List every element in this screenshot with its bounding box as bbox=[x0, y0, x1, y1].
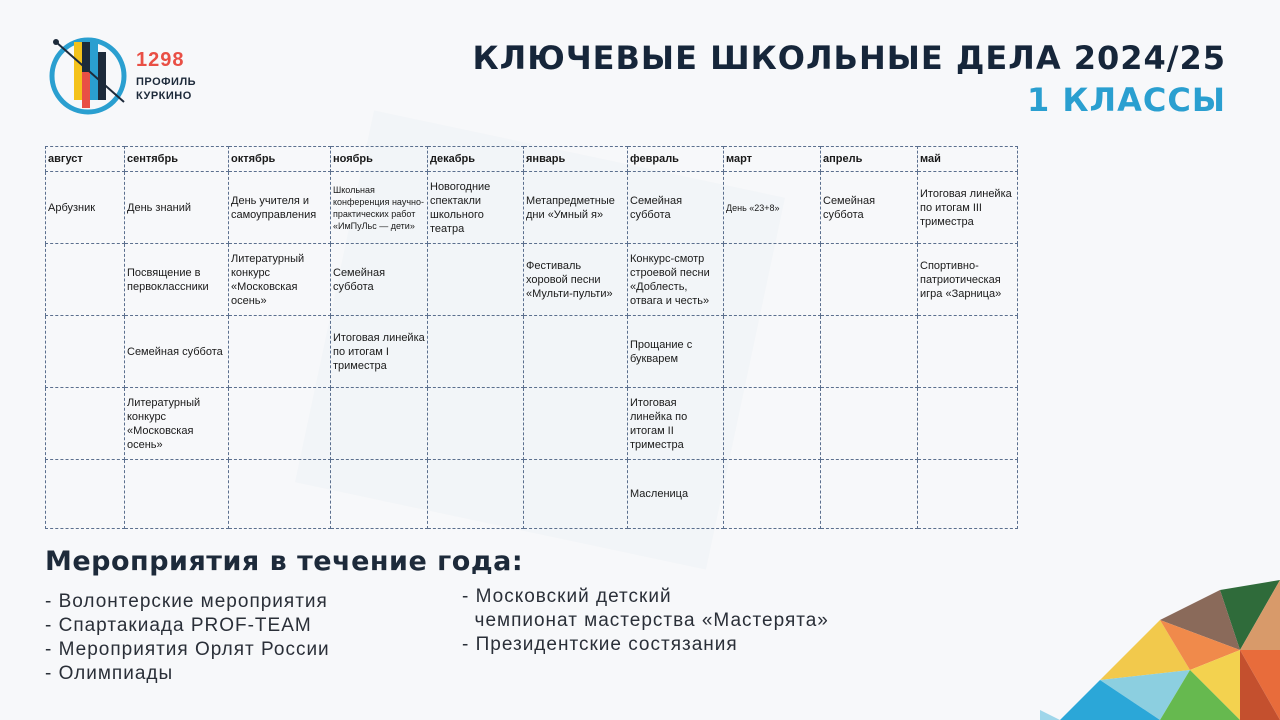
header-cell: март bbox=[724, 147, 821, 172]
table-cell bbox=[724, 244, 821, 316]
page-subtitle: 1 КЛАССЫ bbox=[1026, 81, 1226, 119]
page-title: КЛЮЧЕВЫЕ ШКОЛЬНЫЕ ДЕЛА 2024/25 bbox=[472, 39, 1226, 77]
list-item: - Спартакиада PROF-TEAM bbox=[45, 615, 312, 636]
table-cell: Литературный конкурс «Московская осень» bbox=[125, 388, 229, 460]
table-cell bbox=[229, 388, 331, 460]
header-cell: октябрь bbox=[229, 147, 331, 172]
table-cell bbox=[229, 316, 331, 388]
table-cell: Итоговая линейка по итогам II триместра bbox=[628, 388, 724, 460]
logo-emblem-icon bbox=[44, 32, 134, 118]
table-cell bbox=[46, 316, 125, 388]
table-cell: Семейная суббота bbox=[628, 172, 724, 244]
events-section-title: Мероприятия в течение года: bbox=[45, 546, 524, 577]
table-row bbox=[46, 172, 1018, 244]
table-cell bbox=[524, 316, 628, 388]
table-cell bbox=[724, 388, 821, 460]
table-cell: Семейная суббота bbox=[821, 172, 918, 244]
table-cell: Посвящение в первоклассники bbox=[125, 244, 229, 316]
header-cell: май bbox=[918, 147, 1018, 172]
header-cell: декабрь bbox=[428, 147, 524, 172]
table-cell bbox=[821, 388, 918, 460]
table-cell: Прощание с букварем bbox=[628, 316, 724, 388]
table-cell bbox=[46, 460, 125, 529]
table-cell: День знаний bbox=[125, 172, 229, 244]
table-cell: Арбузник bbox=[46, 172, 125, 244]
table-cell bbox=[46, 244, 125, 316]
events-list-left bbox=[45, 590, 330, 686]
table-cell: Новогодние спектакли школьного театра bbox=[428, 172, 524, 244]
list-item: - Волонтерские мероприятия bbox=[45, 591, 328, 612]
table-cell bbox=[125, 460, 229, 529]
table-cell bbox=[918, 460, 1018, 529]
table-cell bbox=[46, 388, 125, 460]
table-cell: Фестиваль хоровой песни «Мульти-пульти» bbox=[524, 244, 628, 316]
table-cell bbox=[524, 388, 628, 460]
header-cell: апрель bbox=[821, 147, 918, 172]
logo-text-line1: ПРОФИЛЬ bbox=[136, 76, 197, 88]
events-schedule-table bbox=[45, 146, 1018, 529]
table-cell: Конкурс-смотр строевой песни «Доблесть, отвага и честь» bbox=[628, 244, 724, 316]
decorative-polygons bbox=[1040, 420, 1280, 720]
table-cell: День учителя и самоуправления bbox=[229, 172, 331, 244]
school-logo bbox=[44, 32, 214, 118]
logo-number: 1298 bbox=[136, 49, 185, 71]
table-cell bbox=[821, 244, 918, 316]
logo-text-line2: КУРКИНО bbox=[136, 90, 192, 102]
table-cell bbox=[428, 244, 524, 316]
table-row bbox=[46, 244, 1018, 316]
table-cell: Литературный конкурс «Московская осень» bbox=[229, 244, 331, 316]
table-cell bbox=[724, 460, 821, 529]
header-cell: февраль bbox=[628, 147, 724, 172]
table-row bbox=[46, 388, 1018, 460]
table-row bbox=[46, 316, 1018, 388]
table-cell bbox=[821, 460, 918, 529]
table-cell bbox=[724, 316, 821, 388]
table-cell: Семейная суббота bbox=[125, 316, 229, 388]
table-cell: Итоговая линейка по итогам I триместра bbox=[331, 316, 428, 388]
table-cell bbox=[428, 460, 524, 529]
header-cell: август bbox=[46, 147, 125, 172]
table-cell bbox=[331, 388, 428, 460]
table-cell: Школьная конференция научно-практических работ «ИмПуЛьс — дети» bbox=[331, 172, 428, 244]
table-cell bbox=[918, 388, 1018, 460]
list-item: - Президентские состязания bbox=[462, 634, 738, 655]
table-row bbox=[46, 460, 1018, 529]
table-cell: День «23+8» bbox=[724, 172, 821, 244]
list-item: - Московский детский bbox=[462, 586, 672, 607]
table-cell bbox=[524, 460, 628, 529]
table-cell bbox=[229, 460, 331, 529]
header-cell: ноябрь bbox=[331, 147, 428, 172]
table-header-row bbox=[46, 147, 1018, 172]
table-cell: Семейная суббота bbox=[331, 244, 428, 316]
table-cell: Метапредметные дни «Умный я» bbox=[524, 172, 628, 244]
header-cell: сентябрь bbox=[125, 147, 229, 172]
list-item: чемпионат мастерства «Мастерята» bbox=[462, 610, 829, 631]
table-cell bbox=[331, 460, 428, 529]
table-cell: Спортивно-патриотическая игра «Зарница» bbox=[918, 244, 1018, 316]
table-cell bbox=[428, 316, 524, 388]
table-cell: Итоговая линейка по итогам III триместра bbox=[918, 172, 1018, 244]
events-list-right bbox=[462, 585, 829, 657]
header-cell: январь bbox=[524, 147, 628, 172]
table-cell bbox=[918, 316, 1018, 388]
table-cell bbox=[428, 388, 524, 460]
list-item: - Олимпиады bbox=[45, 663, 174, 684]
table-cell bbox=[821, 316, 918, 388]
table-cell: Масленица bbox=[628, 460, 724, 529]
list-item: - Мероприятия Орлят России bbox=[45, 639, 330, 660]
page-title-block bbox=[473, 36, 1226, 120]
